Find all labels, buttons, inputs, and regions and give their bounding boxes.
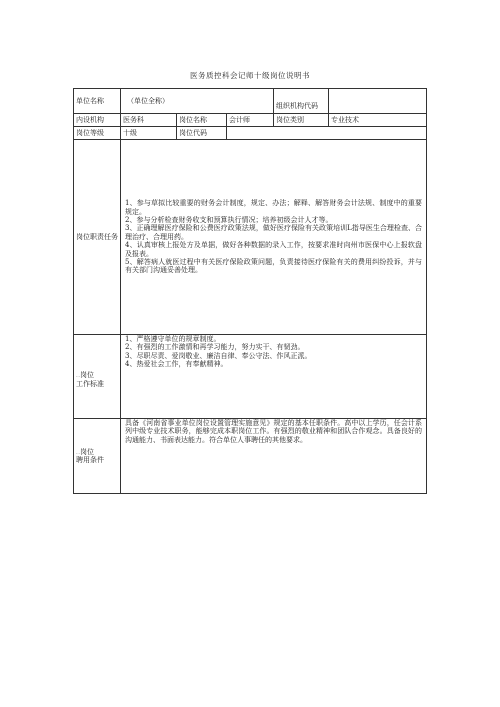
standards-label-line2: 工作标准 (76, 379, 104, 388)
conditions-text: 具备《河南省事业单位岗位设置管理实施意见》规定的基本任职条件。高中以上学历，任会计系列中级专业技术职务，能够完成本职岗位工作。有强烈的敬业精神和团队合作观念。具备良好的沟通能力、书面表达能力。符合单位人事聘任的其他要求。 (125, 419, 422, 444)
label-prefix: … (76, 373, 80, 379)
post-type-label: 岗位类别 (274, 114, 329, 127)
conditions-content (121, 419, 427, 494)
dept-row (74, 114, 427, 127)
standards-content (121, 335, 427, 419)
post-name-label: 岗位名称 (177, 114, 227, 127)
org-code-label: 组织机构代码 (274, 89, 329, 114)
standard-item: 4、热爱社会工作，有奉献精神。 (125, 360, 228, 369)
document-title: 医务质控科会记师十级岗位说明书 (190, 71, 310, 80)
duty-item: 2、参与分析检查财务收支和预算执行情况；培养初级会计人才等。 (125, 216, 333, 225)
post-code-label: 岗位代码 (177, 127, 227, 140)
unit-row (74, 89, 427, 114)
duties-label: 岗位职责任务 (74, 140, 121, 335)
standards-row (74, 335, 427, 419)
post-code-value (227, 127, 427, 140)
dept-value: 医务科 (121, 114, 177, 127)
level-label: 岗位等级 (74, 127, 121, 140)
standard-item: 3、尽职尽责、爱岗敬业、廉洁自律、奉公守法、作风正派。 (125, 351, 312, 360)
level-row (74, 127, 427, 140)
standard-item: 2、有强烈的工作激情和再学习能力，努力实干、有韧劲。 (125, 343, 305, 352)
unit-name-label: 单位名称 (74, 89, 121, 114)
unit-name-value: （单位全称） (121, 89, 274, 114)
level-value: 十级 (121, 127, 177, 140)
standards-label-line1: 岗位 (80, 371, 94, 380)
standards-label (74, 335, 121, 419)
duty-item: 3、正确理解医疗保险和公费医疗政策法规，做好医疗保险有关政策培训L指导医生合理检查、合理治疗、合理用药。 (125, 224, 422, 241)
duties-row (74, 140, 427, 335)
duty-item: 5、解答病人就医过程中有关医疗保险政策问题，负责接待医疗保险有关的费用纠纷投诉，并与有关部门沟通妥善处理。 (125, 257, 422, 275)
duty-item: 4、认真审核上报处方及单据，做好各种数据的录入工作，按要求准时向州市医保中心上报软盘及报表。 (125, 241, 422, 258)
standard-item: 1、严格遵守单位的规章制度。 (125, 335, 221, 343)
conditions-label-line1: 岗位 (80, 447, 94, 456)
duties-content (121, 140, 427, 335)
dept-label: 内设机构 (74, 114, 121, 127)
post-name-value: 会计师 (227, 114, 274, 127)
duty-item: 1、参与草拟比较重要的财务会计制度，规定、办法；解释、解答财务会计法规、制度中的重要规定。 (125, 199, 422, 216)
label-prefix: … (76, 449, 80, 455)
org-code-value (329, 89, 427, 114)
conditions-label (74, 419, 121, 494)
conditions-label-line2: 聘用条件 (76, 456, 104, 464)
job-description-table (73, 88, 427, 494)
conditions-row (74, 419, 427, 494)
post-type-value: 专业技术 (329, 114, 427, 127)
